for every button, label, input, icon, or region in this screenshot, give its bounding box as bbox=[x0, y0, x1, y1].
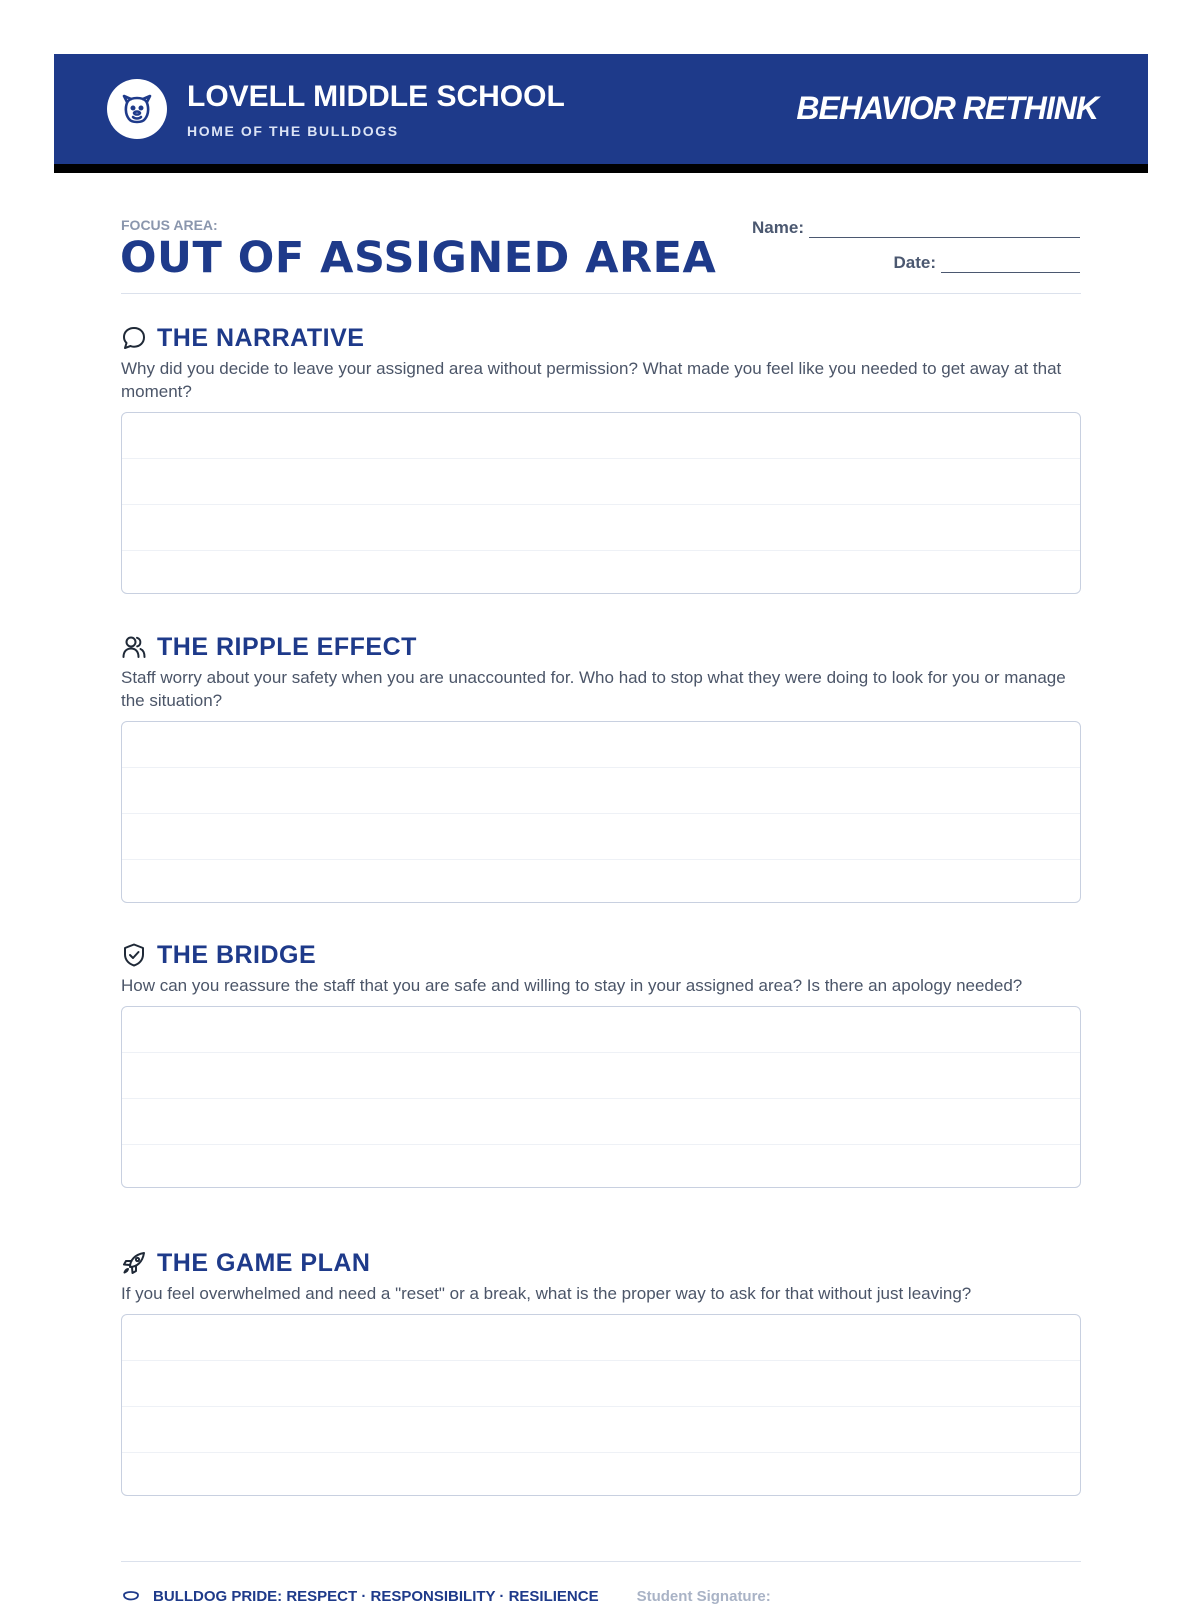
section-title: THE GAME PLAN bbox=[157, 1248, 371, 1277]
footer-divider bbox=[121, 1561, 1081, 1562]
title-divider bbox=[121, 293, 1081, 294]
section-question: Staff worry about your safety when you are unaccounted for. Who had to stop what they were doing to look for you or manage the situation? bbox=[121, 668, 1066, 710]
focus-area-label: FOCUS AREA: bbox=[121, 217, 218, 233]
name-field[interactable] bbox=[752, 218, 1080, 238]
section-question: Why did you decide to leave your assigned area without permission? What made you feel like you needed to get away at that moment? bbox=[121, 359, 1062, 401]
name-label: Name: bbox=[752, 218, 804, 237]
answer-box[interactable] bbox=[121, 1314, 1081, 1496]
section-title: THE NARRATIVE bbox=[157, 323, 365, 352]
brand-title: BEHAVIOR RETHINK bbox=[796, 90, 1098, 126]
section-title: THE BRIDGE bbox=[157, 940, 317, 969]
section-ripple-effect bbox=[121, 632, 1081, 903]
date-field[interactable] bbox=[893, 253, 1080, 273]
date-label: Date: bbox=[893, 253, 936, 272]
bulldog-icon bbox=[118, 90, 156, 128]
section-title: THE RIPPLE EFFECT bbox=[157, 632, 417, 661]
answer-box[interactable] bbox=[121, 412, 1081, 594]
answer-box[interactable] bbox=[121, 1006, 1081, 1188]
bulldog-icon bbox=[121, 1589, 143, 1605]
section-header bbox=[121, 940, 1081, 970]
section-bridge bbox=[121, 940, 1081, 1188]
name-input-line[interactable] bbox=[809, 221, 1080, 238]
header-banner bbox=[54, 54, 1148, 173]
focus-area-title: OUT OF ASSIGNED AREA bbox=[120, 233, 717, 283]
footer-motto: BULLDOG PRIDE: RESPECT · RESPONSIBILITY · RESILIENCE bbox=[153, 1588, 599, 1605]
school-logo bbox=[107, 79, 167, 139]
section-header bbox=[121, 632, 1081, 662]
section-header bbox=[121, 1248, 1081, 1278]
section-narrative bbox=[121, 323, 1081, 594]
section-header bbox=[121, 323, 1081, 353]
section-question: How can you reassure the staff that you are safe and willing to stay in your assigned area? Is there an apology needed? bbox=[121, 976, 1023, 995]
answer-box[interactable] bbox=[121, 721, 1081, 903]
footer bbox=[121, 1588, 1081, 1605]
signature-label: Student Signature: bbox=[636, 1588, 771, 1605]
shield-check-icon bbox=[121, 942, 147, 968]
date-input-line[interactable] bbox=[941, 256, 1080, 273]
rocket-icon bbox=[121, 1250, 147, 1276]
school-name: LOVELL MIDDLE SCHOOL bbox=[187, 80, 565, 113]
users-icon bbox=[121, 634, 147, 660]
section-question: If you feel overwhelmed and need a "reset" or a break, what is the proper way to ask for that without just leaving? bbox=[121, 1284, 972, 1303]
speech-bubble-icon bbox=[121, 325, 147, 351]
section-game-plan bbox=[121, 1248, 1081, 1496]
school-subtitle: HOME OF THE BULLDOGS bbox=[187, 123, 399, 139]
